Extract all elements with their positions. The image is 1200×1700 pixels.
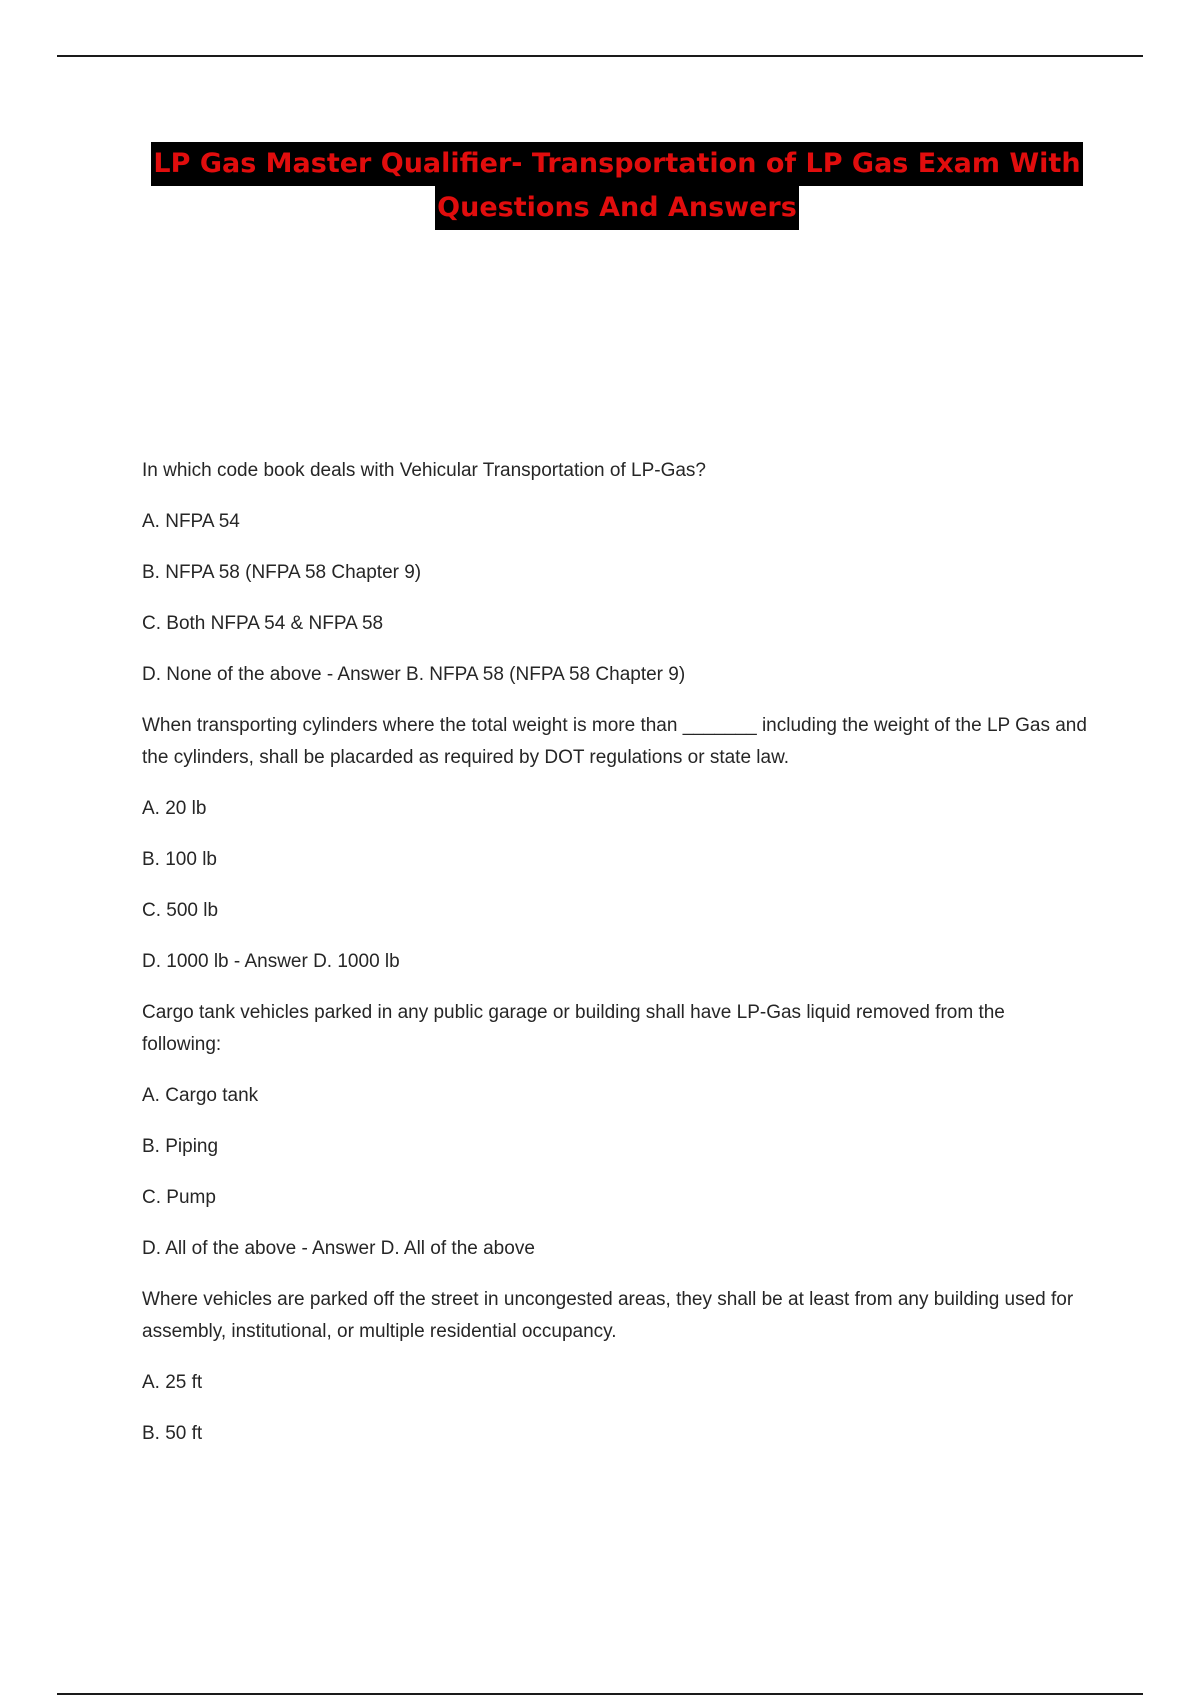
option-3b: B. Piping: [142, 1136, 219, 1157]
option-2d-answer: D. 1000 lb - Answer D. 1000 lb: [142, 951, 400, 972]
option-3d-answer: D. All of the above - Answer D. All of the above: [142, 1238, 535, 1259]
option-2a: A. 20 lb: [142, 798, 207, 819]
option-4b: B. 50 ft: [142, 1423, 203, 1444]
option-1c: C. Both NFPA 54 & NFPA 58: [142, 613, 384, 634]
top-rule: [57, 55, 1143, 57]
option-2b: B. 100 lb: [142, 849, 217, 870]
option-1b: B. NFPA 58 (NFPA 58 Chapter 9): [142, 562, 422, 583]
option-3c: C. Pump: [142, 1187, 216, 1208]
question-3: Cargo tank vehicles parked in any public garage or building shall have LP-Gas liquid removed from the following:: [142, 1002, 1005, 1055]
option-4a: A. 25 ft: [142, 1372, 203, 1393]
title-line-2: Questions And Answers: [435, 186, 799, 230]
title-line-1: LP Gas Master Qualifier- Transportation of LP Gas Exam With: [151, 142, 1082, 186]
document-body: [142, 455, 1087, 1469]
bottom-rule: [57, 1693, 1143, 1695]
option-1d-answer: D. None of the above - Answer B. NFPA 58 (NFPA 58 Chapter 9): [142, 664, 686, 685]
question-2: When transporting cylinders where the total weight is more than _______ including the weight of the LP Gas and the cylinders, shall be placarded as required by DOT regulations or state law.: [142, 715, 1087, 768]
question-4: Where vehicles are parked off the street in uncongested areas, they shall be at least from any building used for assembly, institutional, or multiple residential occupancy.: [142, 1289, 1074, 1342]
option-3a: A. Cargo tank: [142, 1085, 259, 1106]
option-2c: C. 500 lb: [142, 900, 219, 921]
document-title: [144, 142, 1090, 230]
question-1: In which code book deals with Vehicular Transportation of LP-Gas?: [142, 460, 706, 481]
option-1a: A. NFPA 54: [142, 511, 240, 532]
